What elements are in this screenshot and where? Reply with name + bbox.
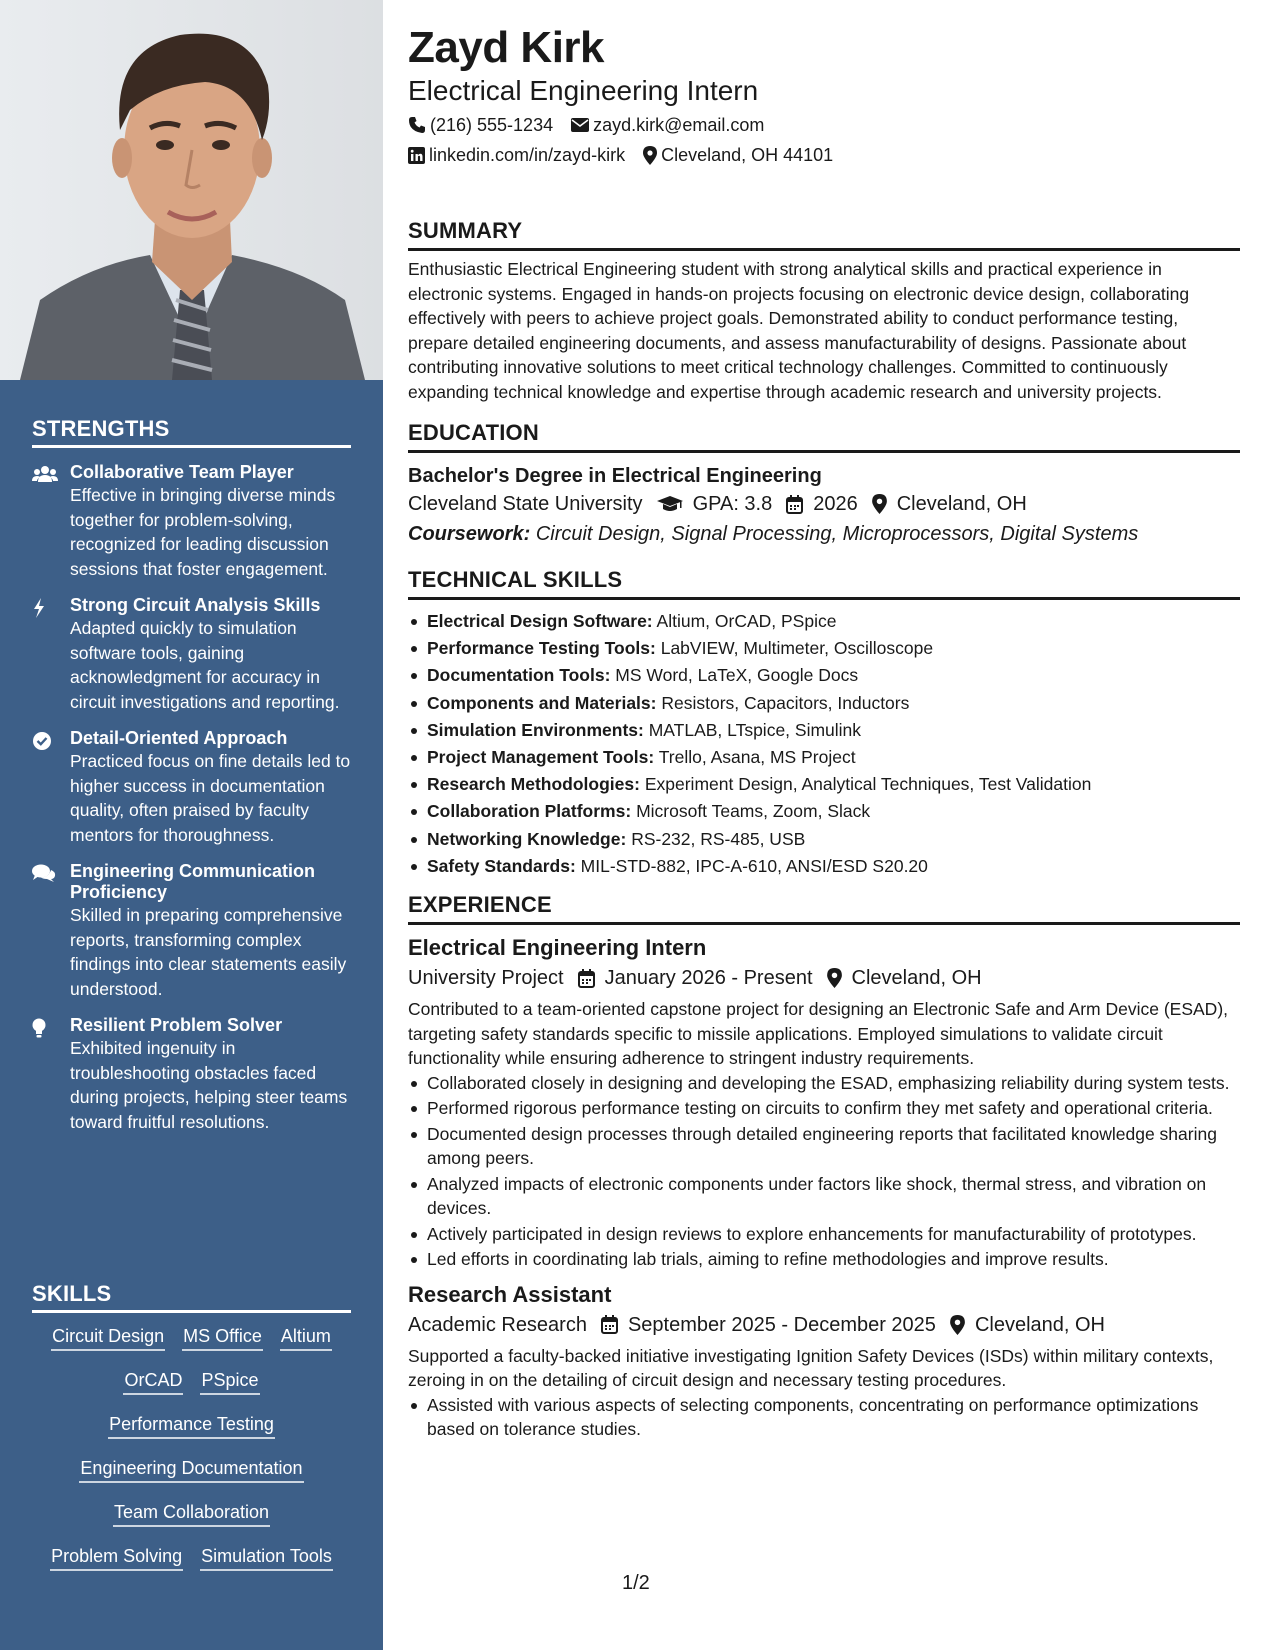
year-item (786, 489, 858, 519)
list-item: Collaborated closely in designing and developing the ESAD, emphasizing reliability during system tests. (408, 1071, 1240, 1096)
coursework (408, 519, 1240, 549)
contact-row (408, 112, 1240, 138)
list-item: Assisted with various aspects of selecting components, concentrating on performance optimizations based on tolerance studies. (408, 1393, 1240, 1442)
location-pin-icon (643, 146, 657, 165)
strength-title: Detail-Oriented Approach (70, 728, 288, 748)
candidate-name: Zayd Kirk (408, 23, 605, 72)
skill-label: Documentation Tools: (427, 665, 611, 686)
skill-tag: Circuit Design (51, 1325, 165, 1351)
skills-title: SKILLS (32, 1281, 351, 1313)
list-item: Led efforts in coordinating lab trials, aiming to refine methodologies and improve results. (408, 1247, 1240, 1272)
list-item: Actively participated in design reviews to explore enhancements for manufacturability of prototypes. (408, 1222, 1240, 1247)
calendar-icon (601, 1315, 618, 1334)
experience-title: EXPERIENCE (408, 892, 1240, 925)
job-entry (408, 1280, 1240, 1442)
gpa-text: GPA: 3.8 (692, 493, 773, 515)
list-item (408, 853, 1240, 880)
coursework-label: Coursework: (408, 523, 531, 545)
job-org-text: Academic Research (408, 1313, 587, 1336)
envelope-icon (571, 118, 589, 132)
education-title: EDUCATION (408, 420, 1240, 453)
list-item: Documented design processes through detailed engineering reports that facilitated knowledge sharing among peers. (408, 1122, 1240, 1171)
list-item (408, 635, 1240, 662)
job-meta (408, 963, 1240, 993)
skill-label: Performance Testing Tools: (427, 638, 656, 659)
linkedin-contact[interactable] (408, 142, 625, 168)
education-location-text: Cleveland, OH (896, 493, 1027, 515)
skill-value: MIL-STD-882, IPC-A-610, ANSI/ESD S20.20 (580, 855, 928, 876)
job-location (827, 963, 982, 993)
location-pin-icon (872, 494, 887, 514)
skill-value: RS-232, RS-485, USB (631, 828, 806, 849)
technical-skills-title: TECHNICAL SKILLS (408, 567, 1240, 600)
summary-title: SUMMARY (408, 218, 1240, 251)
strength-title: Collaborative Team Player (70, 462, 294, 482)
phone-icon (408, 116, 426, 134)
graduation-cap-icon (657, 495, 683, 513)
skill-value: Altium, OrCAD, PSpice (656, 611, 837, 631)
skill-tag: Simulation Tools (200, 1545, 333, 1571)
profile-photo (0, 0, 383, 380)
gpa-item (657, 489, 773, 519)
email-contact[interactable] (571, 112, 764, 138)
sidebar (0, 0, 383, 1650)
job-bullets (408, 1393, 1240, 1442)
job-org (408, 1310, 587, 1340)
candidate-role: Electrical Engineering Intern (408, 75, 759, 106)
skill-value: Microsoft Teams, Zoom, Slack (636, 801, 871, 822)
school-name (408, 489, 643, 519)
skill-tag: Problem Solving (50, 1545, 183, 1571)
linkedin-icon (408, 147, 425, 164)
job-description: Supported a faculty-backed initiative investigating Ignition Safety Devices (ISDs) within military contexts, zeroing in on the detailing of circuit design and necessary testing procedures. (408, 1345, 1214, 1391)
skill-value: MS Word, LaTeX, Google Docs (615, 665, 859, 686)
skills-list (32, 1325, 351, 1571)
job-dates (578, 963, 813, 993)
strength-desc: Skilled in preparing comprehensive reports, transforming complex findings into clear statements easily understood. (70, 905, 347, 999)
job-title: Electrical Engineering Intern (408, 935, 707, 961)
strength-title: Engineering Communication Proficiency (70, 861, 316, 902)
technical-skills-list (408, 608, 1240, 880)
page-number: 1/2 (622, 1572, 650, 1594)
skill-value: Trello, Asana, MS Project (658, 747, 856, 768)
list-item: Analyzed impacts of electronic components under factors like shock, thermal stress, and vibration on devices. (408, 1172, 1240, 1221)
strength-item (32, 595, 351, 714)
users-icon (32, 462, 70, 581)
list-item (408, 744, 1240, 771)
strength-title: Resilient Problem Solver (70, 1015, 283, 1035)
job-location (950, 1310, 1105, 1340)
skill-label: Safety Standards: (427, 855, 576, 876)
strength-title: Strong Circuit Analysis Skills (70, 595, 321, 615)
summary-text: Enthusiastic Electrical Engineering student with strong analytical skills and practical experience in electronic systems. Engaged in hands-on projects focusing on electronic device design, collaborating effectively with peers to achieve project goals. Demonstrated ability to conduct performance testing, prepare detailed engineering documents, and assess manufacturability of designs. Passionate about contributing innovative solutions to meet critical technology challenges. Committed to continuously expanding technical knowledge and expertise through academic research and university projects. (408, 259, 1190, 402)
main-content (408, 22, 1240, 1443)
location-text: Cleveland, OH 44101 (661, 145, 834, 165)
skill-value: Resistors, Capacitors, Inductors (661, 692, 910, 713)
job-entry (408, 933, 1240, 1272)
strength-item (32, 861, 351, 1001)
coursework-text: Circuit Design, Signal Processing, Microprocessors, Digital Systems (535, 523, 1139, 545)
location-pin-icon (827, 968, 842, 988)
strength-desc: Effective in bringing diverse minds together for problem-solving, recognized for leading discussion sessions that foster engagement. (70, 485, 336, 579)
calendar-icon (578, 969, 595, 988)
email-text: zayd.kirk@email.com (593, 115, 765, 135)
strength-item (32, 728, 351, 847)
list-item (408, 826, 1240, 853)
skill-tag: Performance Testing (108, 1413, 275, 1439)
list-item (408, 798, 1240, 825)
job-location-text: Cleveland, OH (974, 1313, 1105, 1336)
school-text: Cleveland State University (408, 493, 643, 515)
job-org-text: University Project (408, 967, 564, 990)
job-description: Contributed to a team-oriented capstone project for designing an Electronic Safe and Arm Device (ESAD), targeting safety standards specific to missile applications. Employed simulations to validate circuit functionality while ensuring adherence to stringent industry requirements. (408, 999, 1229, 1069)
skills-section (32, 1281, 351, 1589)
location-pin-icon (950, 1315, 965, 1335)
skill-label: Components and Materials: (427, 692, 657, 713)
strengths-section (32, 416, 351, 1134)
phone-text: (216) 555-1234 (430, 115, 554, 135)
education-location (872, 489, 1027, 519)
job-org (408, 963, 564, 993)
strength-item (32, 462, 351, 581)
skill-label: Simulation Environments: (427, 719, 644, 740)
skill-tag: Engineering Documentation (79, 1457, 303, 1483)
job-dates-text: January 2026 - Present (604, 967, 813, 990)
check-circle-icon (32, 728, 70, 847)
year-text: 2026 (813, 493, 858, 515)
bolt-icon (32, 595, 70, 714)
location-contact (643, 142, 833, 168)
calendar-icon (786, 495, 803, 514)
strength-desc: Adapted quickly to simulation software tools, gaining acknowledgment for accuracy in circuit investigations and reporting. (70, 618, 340, 712)
job-dates-text: September 2025 - December 2025 (627, 1313, 936, 1336)
skill-tag: Altium (280, 1325, 332, 1351)
degree-title: Bachelor's Degree in Electrical Engineering (408, 465, 822, 487)
skill-value: MATLAB, LTspice, Simulink (648, 719, 862, 740)
skill-tag: OrCAD (123, 1369, 183, 1395)
education-meta (408, 489, 1240, 519)
list-item: Performed rigorous performance testing on circuits to confirm they met safety and operational criteria. (408, 1096, 1240, 1121)
skill-value: Experiment Design, Analytical Techniques, Test Validation (644, 774, 1092, 795)
contact-row (408, 142, 1240, 168)
job-location-text: Cleveland, OH (851, 967, 982, 990)
list-item (408, 608, 1240, 635)
skill-tag: PSpice (200, 1369, 259, 1395)
list-item (408, 662, 1240, 689)
lightbulb-icon (32, 1015, 70, 1134)
skill-label: Networking Knowledge: (427, 828, 627, 849)
strength-desc: Practiced focus on fine details led to higher success in documentation quality, often praised by faculty mentors for thoroughness. (70, 751, 351, 845)
job-title: Research Assistant (408, 1281, 612, 1307)
list-item (408, 717, 1240, 744)
list-item (408, 690, 1240, 717)
skill-tag: MS Office (182, 1325, 263, 1351)
skill-value: LabVIEW, Multimeter, Oscilloscope (660, 638, 934, 659)
skill-label: Collaboration Platforms: (427, 801, 632, 822)
job-meta (408, 1310, 1240, 1340)
comments-icon (32, 861, 70, 1001)
phone-contact[interactable] (408, 112, 553, 138)
strength-desc: Exhibited ingenuity in troubleshooting obstacles faced during projects, helping steer teams toward fruitful resolutions. (70, 1038, 348, 1132)
skill-label: Project Management Tools: (427, 747, 655, 768)
job-dates (601, 1310, 936, 1340)
skill-label: Electrical Design Software: (427, 611, 653, 631)
skill-label: Research Methodologies: (427, 774, 640, 795)
job-bullets (408, 1071, 1240, 1272)
linkedin-text: linkedin.com/in/zayd-kirk (429, 145, 626, 165)
skill-tag: Team Collaboration (113, 1501, 270, 1527)
list-item (408, 771, 1240, 798)
strengths-title: STRENGTHS (32, 416, 351, 448)
strength-item (32, 1015, 351, 1134)
